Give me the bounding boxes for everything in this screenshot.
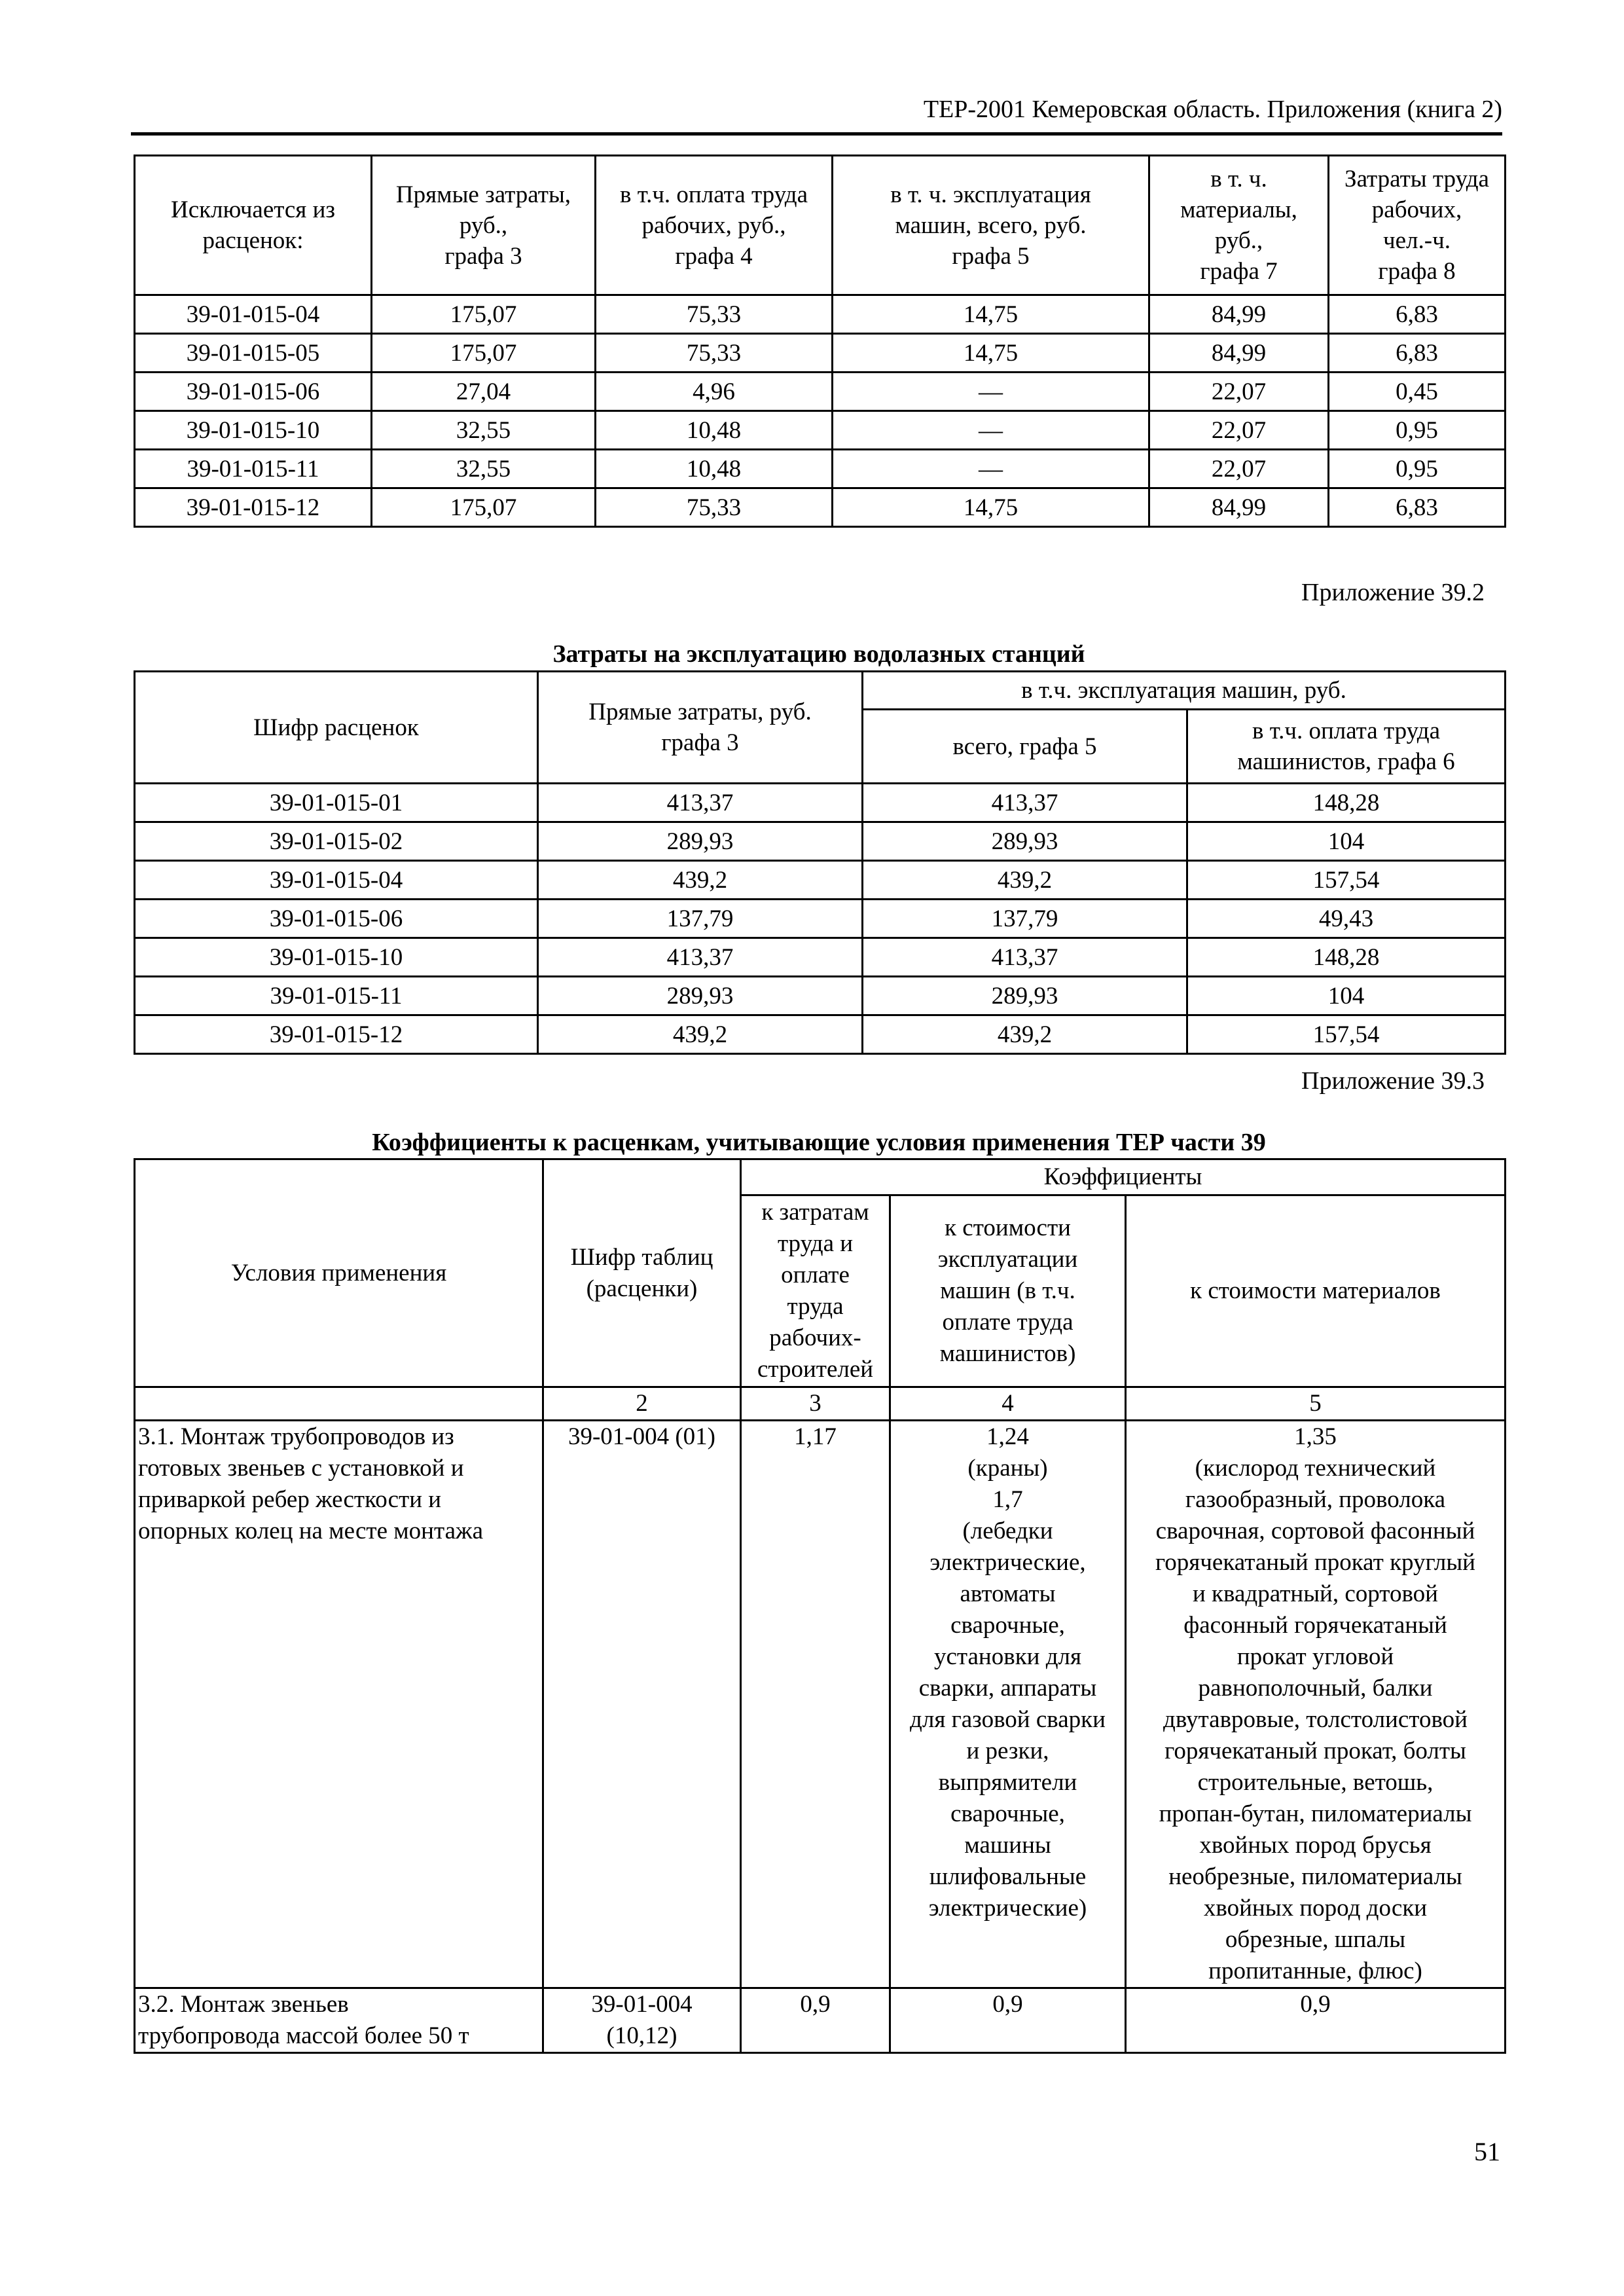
table-row [135, 861, 1506, 900]
table-cell: 22,07 [1149, 450, 1329, 488]
table-cell: 4,96 [596, 373, 833, 411]
table-cell: 75,33 [596, 334, 833, 373]
table-cell: 439,2 [863, 1015, 1187, 1054]
table-cell: 0,45 [1329, 373, 1506, 411]
table-cell: 14,75 [833, 488, 1149, 527]
table-cell: 6,83 [1329, 488, 1506, 527]
excluded-rates-table [134, 155, 1506, 528]
table-cell: 3.1. Монтаж трубопроводов из готовых звеньев с установкой и приваркой ребер жесткости и опорных колец на месте монтажа [135, 1421, 543, 1988]
column-header: в т. ч. материалы, руб., графа 7 [1149, 156, 1329, 295]
table-row [135, 373, 1506, 411]
table-cell: 439,2 [538, 1015, 863, 1054]
table-cell: 75,33 [596, 295, 833, 334]
coefficients-table [134, 1158, 1506, 2054]
header-title: ТЕР-2001 Кемеровская область. Приложения (книга 2) [923, 96, 1502, 123]
table-cell: 0,95 [1329, 450, 1506, 488]
table-cell: 148,28 [1187, 938, 1506, 977]
appendix-label: Приложение 39.3 [1301, 1067, 1485, 1095]
table-cell: 39-01-015-12 [135, 488, 372, 527]
table-cell: 49,43 [1187, 900, 1506, 938]
table-cell: 84,99 [1149, 334, 1329, 373]
table-cell: 157,54 [1187, 1015, 1506, 1054]
table-cell: 32,55 [372, 411, 596, 450]
column-header: Прямые затраты, руб., графа 3 [372, 156, 596, 295]
table-cell: 32,55 [372, 450, 596, 488]
table-cell: 39-01-015-10 [135, 938, 538, 977]
page-number: 51 [1474, 2137, 1500, 2166]
table-row [135, 411, 1506, 450]
table-cell: 413,37 [863, 784, 1187, 822]
table-caption: Затраты на эксплуатацию водолазных станций [552, 640, 1085, 668]
table-cell: 413,37 [863, 938, 1187, 977]
table-cell: 22,07 [1149, 411, 1329, 450]
table-cell: 39-01-015-01 [135, 784, 538, 822]
table-cell: 75,33 [596, 488, 833, 527]
column-header: Прямые затраты, руб. графа 3 [538, 672, 863, 784]
table-cell: 84,99 [1149, 488, 1329, 527]
table-cell: 0,9 [741, 1988, 890, 2053]
table-cell: 39-01-015-10 [135, 411, 372, 450]
column-header-group: в т.ч. эксплуатация машин, руб. [863, 672, 1506, 710]
table-cell: 0,9 [890, 1988, 1126, 2053]
table-cell: 0,95 [1329, 411, 1506, 450]
table-row [135, 1421, 1506, 1988]
table-cell: 39-01-015-06 [135, 373, 372, 411]
table-cell: 14,75 [833, 295, 1149, 334]
table-row [135, 822, 1506, 861]
column-number: 4 [890, 1387, 1126, 1421]
table-cell: 10,48 [596, 411, 833, 450]
table-row [135, 900, 1506, 938]
column-number: 5 [1126, 1387, 1506, 1421]
table-cell: 10,48 [596, 450, 833, 488]
table-cell: 6,83 [1329, 334, 1506, 373]
table-cell: 1,24 (краны) 1,7 (лебедки электрические, автоматы сварочные, установки для сварки, аппараты для газовой сварки и резки, выпрямители сварочные, машины шлифовальные электрические) [890, 1421, 1126, 1988]
table-cell: 137,79 [538, 900, 863, 938]
table-cell: — [833, 373, 1149, 411]
table-caption: Коэффициенты к расценкам, учитывающие условия применения ТЕР части 39 [372, 1129, 1266, 1156]
table-row [135, 334, 1506, 373]
column-header: к затратам труда и оплате труда рабочих- строителей [741, 1195, 890, 1387]
table-cell: 175,07 [372, 334, 596, 373]
diving-stations-table [134, 670, 1506, 1055]
table-row [135, 1015, 1506, 1054]
table-cell: 39-01-015-12 [135, 1015, 538, 1054]
table-cell: 39-01-015-04 [135, 861, 538, 900]
column-header: Затраты труда рабочих, чел.-ч. графа 8 [1329, 156, 1506, 295]
table-cell: 439,2 [863, 861, 1187, 900]
table-cell: 6,83 [1329, 295, 1506, 334]
table-cell: 413,37 [538, 784, 863, 822]
table-cell: 1,17 [741, 1421, 890, 1988]
column-number: 3 [741, 1387, 890, 1421]
table-cell: 175,07 [372, 488, 596, 527]
table-cell: 289,93 [863, 977, 1187, 1015]
column-header-group: Коэффициенты [741, 1159, 1506, 1195]
table-cell: 289,93 [538, 977, 863, 1015]
table-cell: 1,35 (кислород технический газообразный, проволока сварочная, сортовой фасонный горячекатаный прокат круглый и квадратный, сортовой фасонный горячекатаный прокат угловой равнополочный, балки двутавровые, толстолистовой горячекатаный прокат, болты строительные, ветошь, пропан-бутан, пиломатериалы хвойных пород брусья необрезные, пиломатериалы хвойных пород доски обрезные, шпалы пропитанные, флюс) [1126, 1421, 1506, 1988]
table-cell: 289,93 [538, 822, 863, 861]
table-cell: 14,75 [833, 334, 1149, 373]
table-row [135, 295, 1506, 334]
column-number: 2 [543, 1387, 741, 1421]
column-header: Исключается из расценок: [135, 156, 372, 295]
table-cell: 39-01-004 (01) [543, 1421, 741, 1988]
table-cell: 104 [1187, 822, 1506, 861]
table-cell: 157,54 [1187, 861, 1506, 900]
table-cell: 39-01-015-02 [135, 822, 538, 861]
table-cell: 104 [1187, 977, 1506, 1015]
column-header: всего, графа 5 [863, 710, 1187, 784]
table-cell: 439,2 [538, 861, 863, 900]
table-row [135, 1988, 1506, 2053]
table-cell: 39-01-015-11 [135, 977, 538, 1015]
column-header: в т.ч. оплата труда машинистов, графа 6 [1187, 710, 1506, 784]
table-row [135, 938, 1506, 977]
table-cell: 175,07 [372, 295, 596, 334]
table-cell: 39-01-015-04 [135, 295, 372, 334]
column-header: к стоимости материалов [1126, 1195, 1506, 1387]
table-cell: 84,99 [1149, 295, 1329, 334]
column-header: Условия применения [135, 1159, 543, 1387]
column-header: в т. ч. эксплуатация машин, всего, руб. графа 5 [833, 156, 1149, 295]
table-cell: 27,04 [372, 373, 596, 411]
table-cell: 39-01-015-06 [135, 900, 538, 938]
table-cell: 289,93 [863, 822, 1187, 861]
table-cell: 39-01-015-05 [135, 334, 372, 373]
table-cell: 22,07 [1149, 373, 1329, 411]
column-header: Шифр таблиц (расценки) [543, 1159, 741, 1387]
table-cell: 39-01-015-11 [135, 450, 372, 488]
column-header: к стоимости эксплуатации машин (в т.ч. оплате труда машинистов) [890, 1195, 1126, 1387]
table-cell: 0,9 [1126, 1988, 1506, 2053]
appendix-label: Приложение 39.2 [1301, 579, 1485, 606]
table-cell: — [833, 411, 1149, 450]
table-row [135, 977, 1506, 1015]
table-row [135, 450, 1506, 488]
table-cell: — [833, 450, 1149, 488]
table-cell: 413,37 [538, 938, 863, 977]
column-header: Шифр расценок [135, 672, 538, 784]
table-cell: 39-01-004 (10,12) [543, 1988, 741, 2053]
table-row [135, 488, 1506, 527]
page-header [131, 92, 1502, 136]
table-cell: 148,28 [1187, 784, 1506, 822]
table-row [135, 784, 1506, 822]
table-cell: 137,79 [863, 900, 1187, 938]
column-header: в т.ч. оплата труда рабочих, руб., графа 4 [596, 156, 833, 295]
table-cell: 3.2. Монтаж звеньев трубопровода массой более 50 т [135, 1988, 543, 2053]
